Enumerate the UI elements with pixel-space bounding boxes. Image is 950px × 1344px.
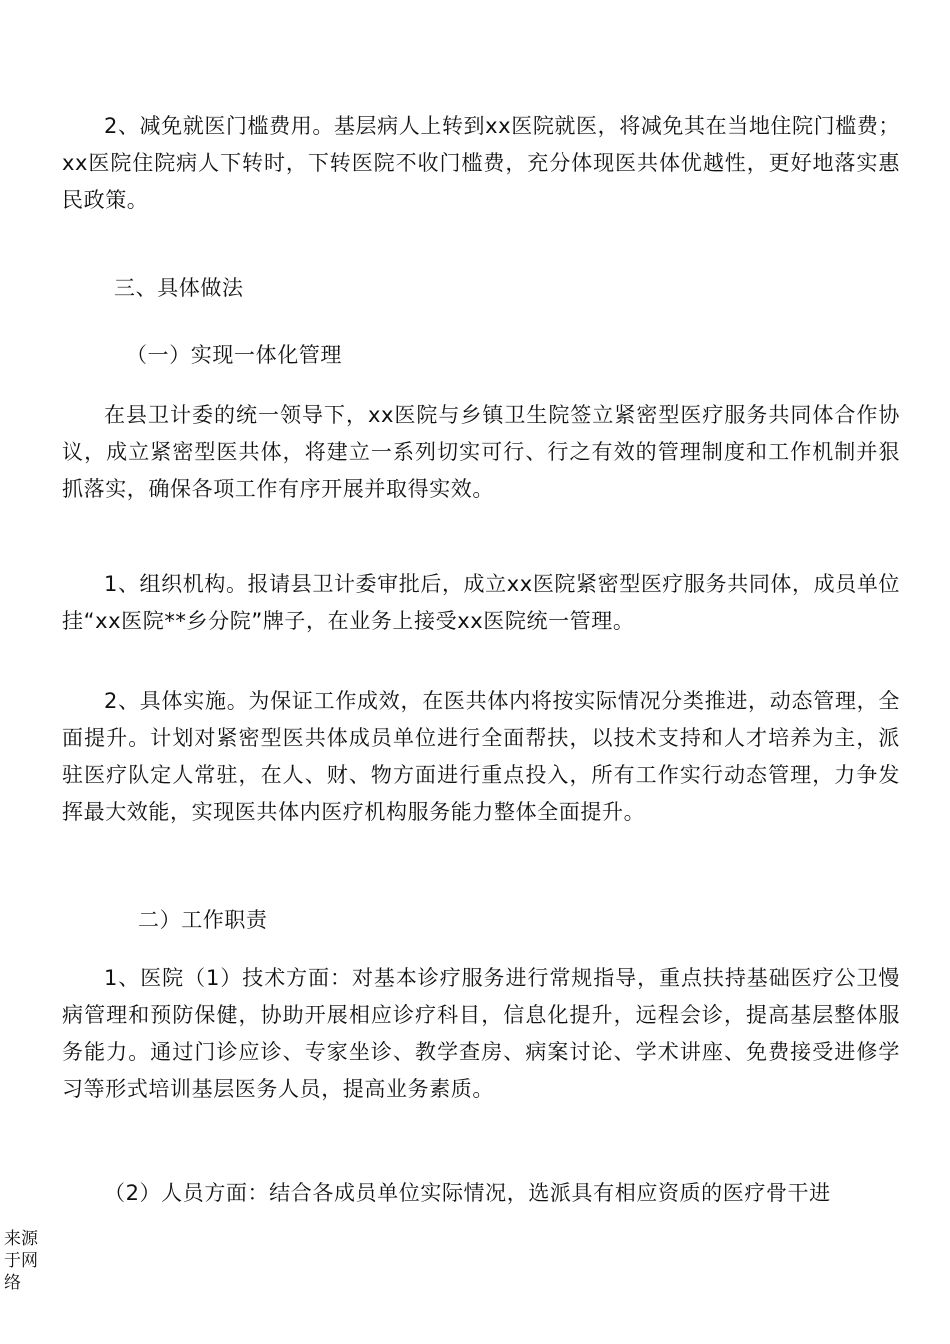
paragraph-personnel: （2）人员方面：结合各成员单位实际情况，选派具有相应资质的医疗骨干进 [104, 1181, 831, 1205]
paragraph-implementation: 2、具体实施。为保证工作成效，在医共体内将按实际情况分类推进，动态管理，全面提升。计划对紧密型医共体成员单位进行全面帮扶，以技术支持和人才培养为主，派驻医疗队定人常驻，在人、财、物方面进行重点投入，所有工作实行动态管理，力争发挥最大效能，实现医共体内医疗机构服务能力整体全面提升。 [62, 689, 900, 824]
subsection-heading-integrated-management: （一）实现一体化管理 [126, 343, 342, 367]
paragraph-organization: 1、组织机构。报请县卫计委审批后，成立xx医院紧密型医疗服务共同体，成员单位挂“xx医院**乡分院”牌子，在业务上接受xx医院统一管理。 [62, 572, 901, 633]
paragraph-hospital-technical: 1、医院（1）技术方面：对基本诊疗服务进行常规指导，重点扶持基础医疗公卫慢病管理和预防保健，协助开展相应诊疗科目，信息化提升，远程会诊，提高基层整体服务能力。通过门诊应诊、专家坐诊、教学查房、病案讨论、学术讲座、免费接受进修学习等形式培训基层医务人员，提高业务素质。 [62, 966, 900, 1101]
paragraph-unified-leadership: 在县卫计委的统一领导下，xx医院与乡镇卫生院签立紧密型医疗服务共同体合作协议，成立紧密型医共体，将建立一系列切实可行、行之有效的管理制度和工作机制并狠抓落实，确保各项工作有序开展并取得实效。 [62, 403, 900, 501]
subsection-heading-work-duties: 二）工作职责 [138, 908, 268, 932]
source-note: 来源于网络 [4, 1229, 38, 1293]
section-heading-specific-practices: 三、具体做法 [114, 276, 244, 300]
paragraph-waive-threshold-fees: 2、减免就医门槛费用。基层病人上转到xx医院就医，将减免其在当地住院门槛费；xx医院住院病人下转时，下转医院不收门槛费，充分体现医共体优越性，更好地落实惠民政策。 [62, 114, 901, 212]
